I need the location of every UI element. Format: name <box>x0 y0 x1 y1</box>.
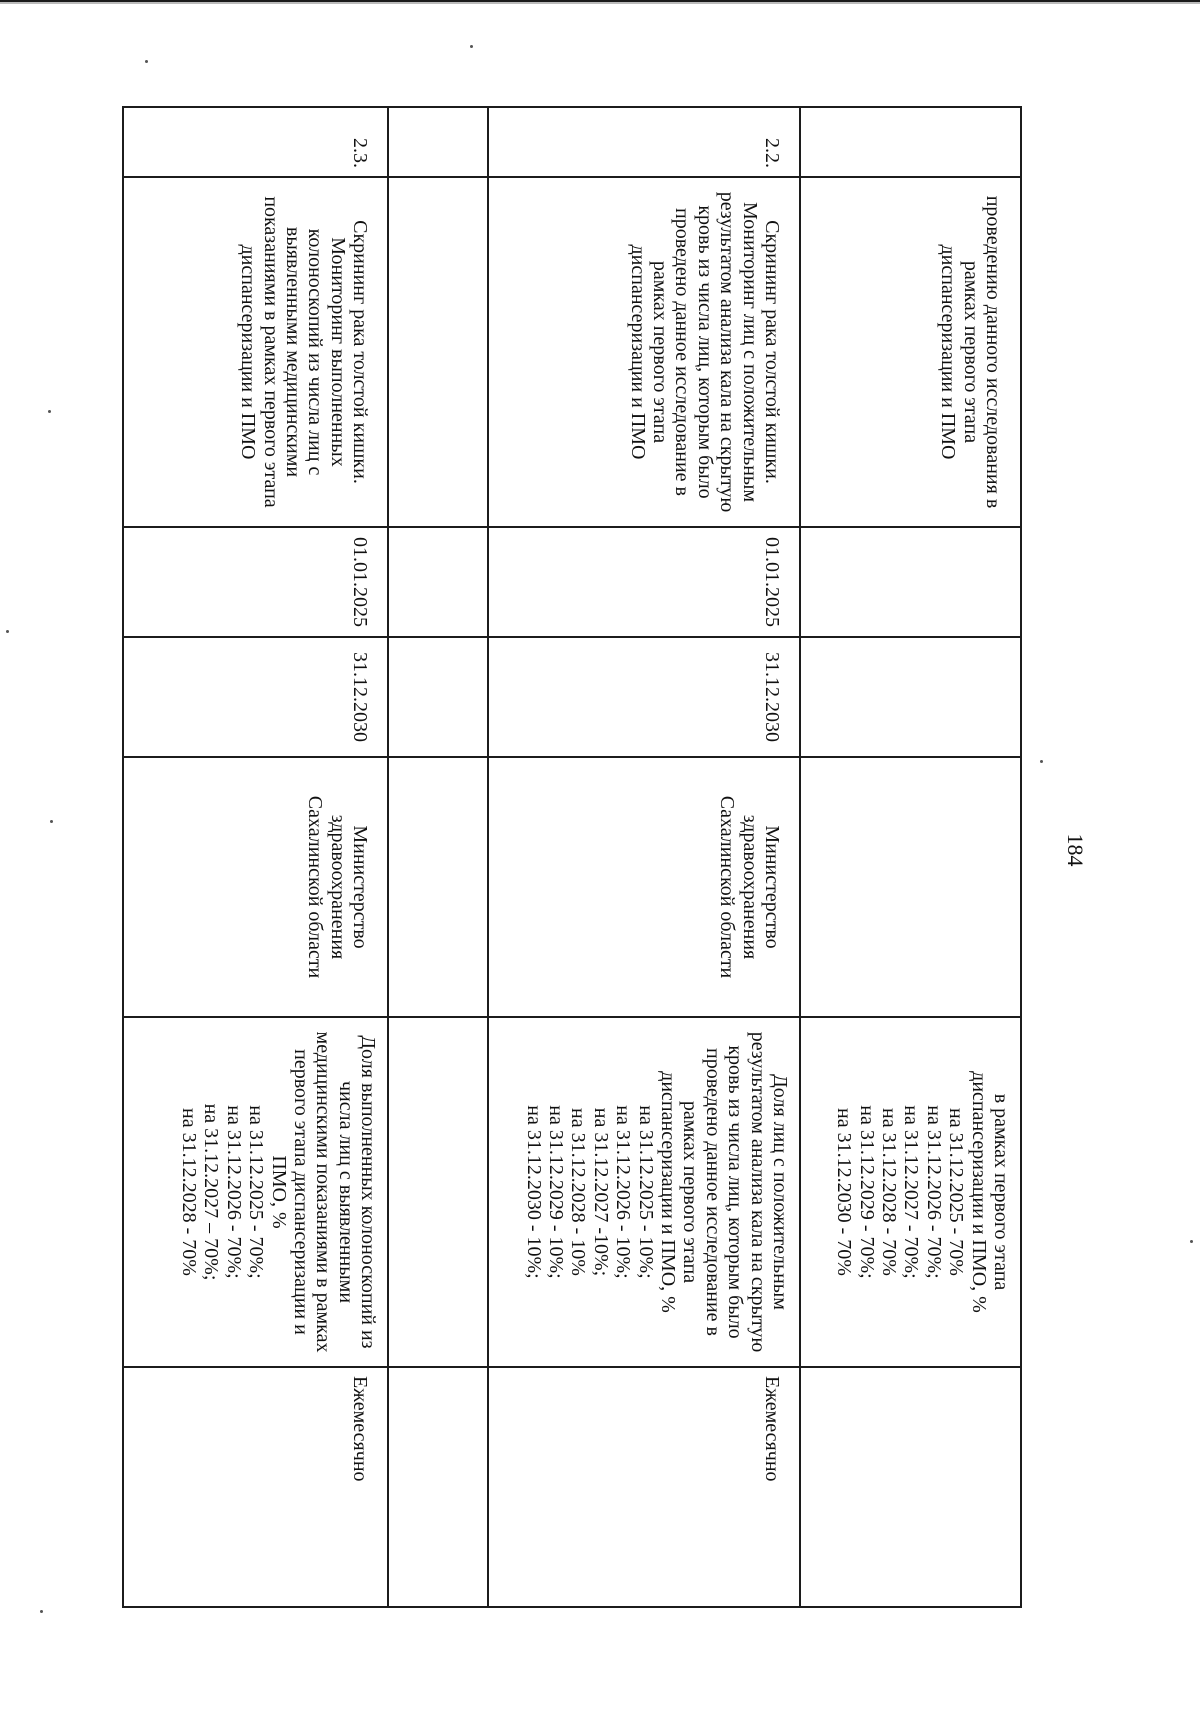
indicator-values <box>178 1026 268 1358</box>
measures-table <box>122 106 1022 1608</box>
empty-cell <box>388 177 487 527</box>
table-row <box>488 107 800 1607</box>
indicator-value: на 31.12.2026 - 70%; <box>922 1105 945 1279</box>
table-row <box>800 107 1021 1607</box>
indicator-value: на 31.12.2025 - 70% <box>945 1108 968 1276</box>
indicator-value: на 31.12.2025 - 70%; <box>245 1105 268 1279</box>
indicator-values <box>833 1026 967 1358</box>
empty-cell <box>388 637 487 757</box>
table-row <box>123 107 388 1607</box>
scan-speck <box>40 1610 43 1613</box>
indicator-value: на 31.12.2027 - 70%; <box>900 1105 923 1279</box>
measure-description: проведению данного исследования в рамках первого этапа диспансеризации и ПМО <box>800 177 1021 527</box>
empty-cell <box>388 757 487 1017</box>
scan-speck <box>145 60 148 63</box>
indicator-value: на 31.12.2030 - 70% <box>833 1108 856 1276</box>
frequency <box>800 1367 1021 1607</box>
indicator-value: на 31.12.2029 - 70%; <box>855 1105 878 1279</box>
indicator-cell <box>123 1017 388 1367</box>
end-date <box>800 637 1021 757</box>
scan-speck <box>48 410 51 413</box>
indicator-value: на 31.12.2028 - 70% <box>878 1108 901 1276</box>
measure-description: Скрининг рака толстой кишки. Мониторинг лиц с положительным результатом анализа кала на скрытую кровь из числа лиц, которым было проведено данное исследование в рамках первого этапа диспансеризации и ПМО <box>488 177 800 527</box>
indicator-value: на 31.12.2030 - 10%; <box>522 1105 545 1279</box>
empty-cell <box>388 527 487 637</box>
indicator-cell <box>488 1017 800 1367</box>
responsible-body: Министерство здравоохранения Сахалинской области <box>488 757 800 1017</box>
end-date: 31.12.2030 <box>488 637 800 757</box>
page-number: 184 <box>1063 833 1088 867</box>
frequency: Ежемесячно <box>488 1367 800 1607</box>
indicator-value: на 31.12.2026 - 10%; <box>612 1105 635 1279</box>
start-date: 01.01.2025 <box>488 527 800 637</box>
rotated-table-container <box>122 106 1022 1606</box>
indicator-value: на 31.12.2027 – 70%; <box>200 1103 223 1281</box>
indicator-cell <box>800 1017 1021 1367</box>
indicator-values <box>522 1026 656 1358</box>
empty-cell <box>388 1017 487 1367</box>
indicator-value: на 31.12.2025 - 10%; <box>634 1105 657 1279</box>
indicator-value: на 31.12.2027 -10%; <box>589 1107 612 1277</box>
indicator-title: Доля лиц с положительным результатом анализа кала на скрытую кровь из числа лиц, которым было проведено данное исследование в рамках первого этапа диспансеризации и ПМО, % <box>657 1031 792 1353</box>
responsible-body: Министерство здравоохранения Сахалинской области <box>123 757 388 1017</box>
start-date: 01.01.2025 <box>123 527 388 637</box>
scan-speck <box>1040 760 1043 763</box>
indicator-title: Доля выполненных колоноскопий из числа лиц с выявленными медицинскими показаниями в рамках первого этапа диспансеризации и ПМО, % <box>267 1031 380 1353</box>
scan-speck <box>1190 1240 1193 1243</box>
row-number: 2.2. <box>488 107 800 177</box>
indicator-value: на 31.12.2026 - 70%; <box>222 1105 245 1279</box>
end-date: 31.12.2030 <box>123 637 388 757</box>
responsible-body <box>800 757 1021 1017</box>
scan-speck <box>470 45 473 48</box>
empty-cell <box>388 107 487 177</box>
scan-speck <box>6 630 9 633</box>
indicator-value: на 31.12.2029 - 10%; <box>545 1105 568 1279</box>
row-number <box>800 107 1021 177</box>
start-date <box>800 527 1021 637</box>
table-row-empty <box>388 107 487 1607</box>
empty-cell <box>388 1367 487 1607</box>
scan-top-shadow <box>0 2 1200 4</box>
row-number: 2.3. <box>123 107 388 177</box>
indicator-value: на 31.12.2028 - 70% <box>178 1108 201 1276</box>
indicator-title: в рамках первого этапа диспансеризации и ПМО, % <box>967 1071 1012 1313</box>
measure-description: Скрининг рака толстой кишки. Мониторинг выполненных колоноскопий из числа лиц с выявленными медицинскими показаниями в рамках первого этапа диспансеризации и ПМО <box>123 177 388 527</box>
scan-speck <box>50 820 53 823</box>
indicator-value: на 31.12.2028 - 10% <box>567 1108 590 1276</box>
frequency: Ежемесячно <box>123 1367 388 1607</box>
